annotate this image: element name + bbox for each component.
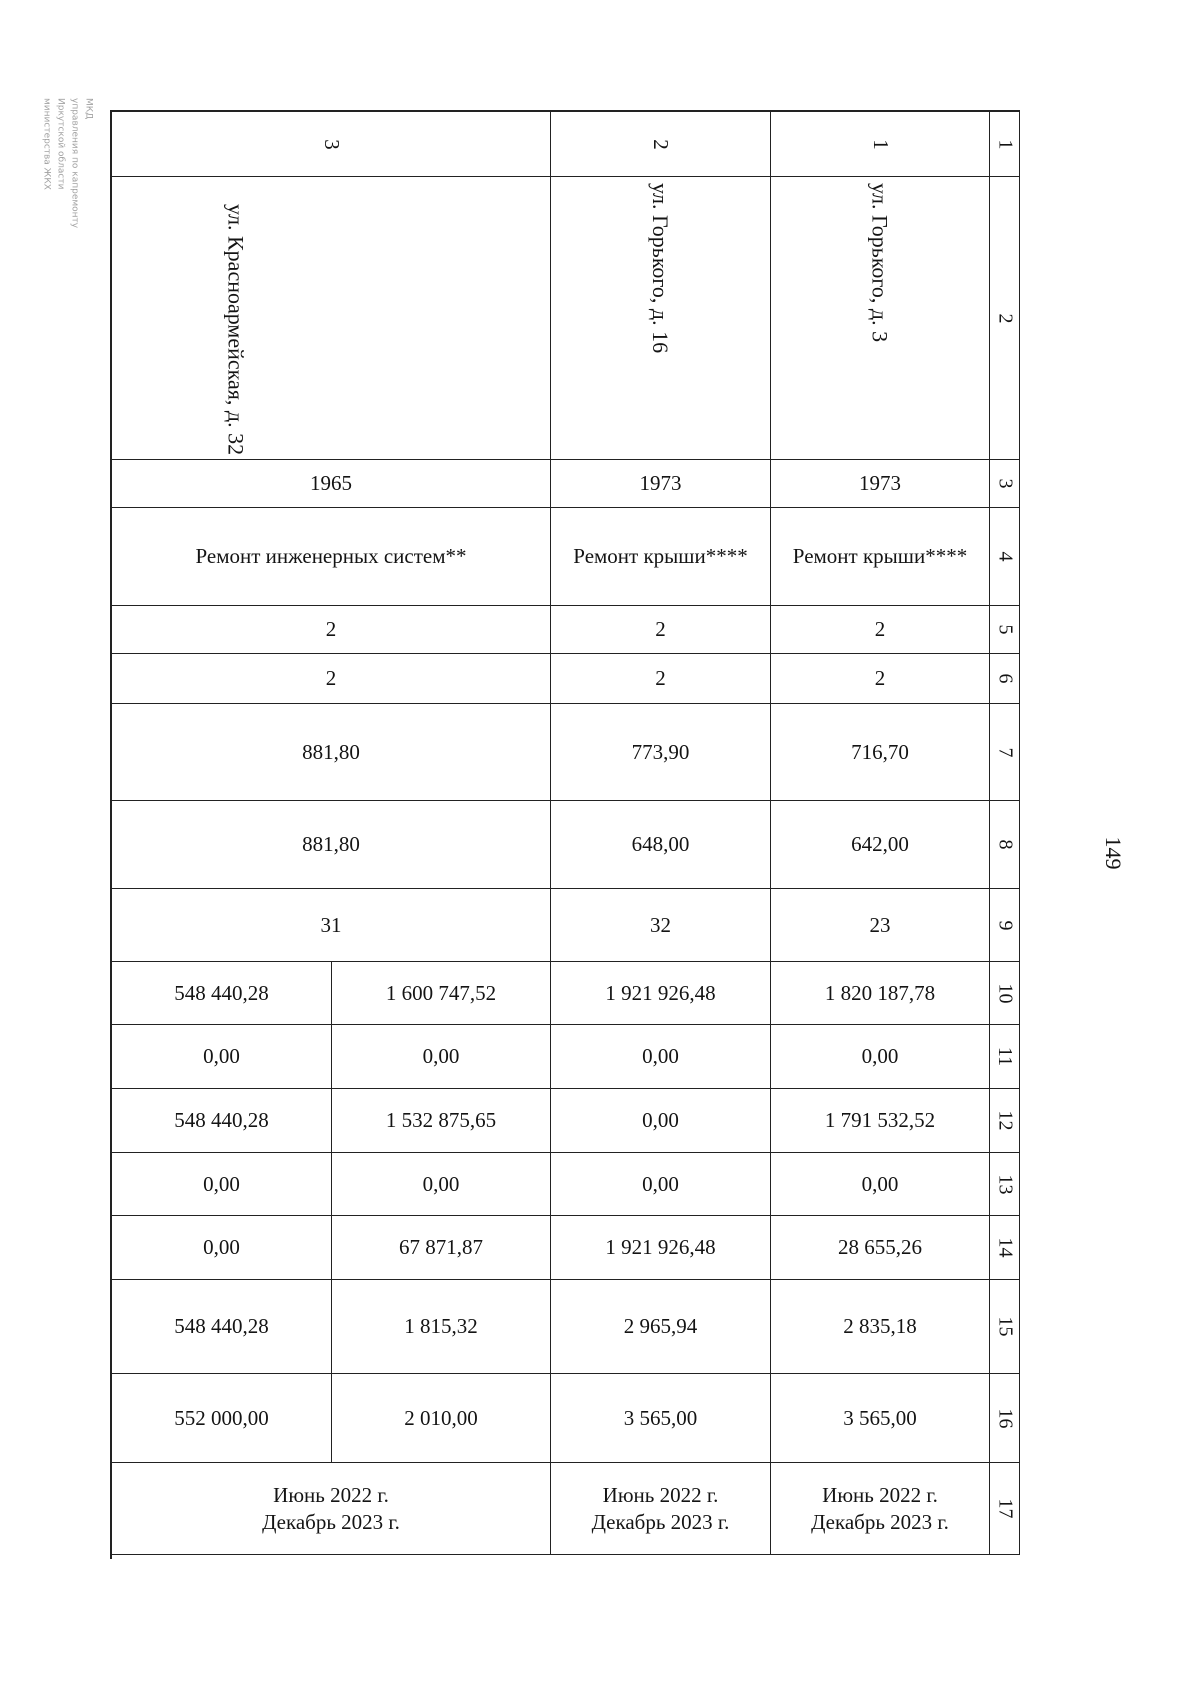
cell-c9-1: 23 [771,889,990,962]
cell-c12-2: 0,00 [551,1089,771,1153]
cell-year-3: 1965 [112,460,551,508]
cell-c10-1: 1 820 187,78 [771,962,990,1025]
cell-c8-1: 642,00 [771,801,990,889]
col-index-11: 11 [990,1025,1020,1089]
cell-c7-3: 881,80 [112,704,551,801]
col-index-17: 17 [990,1463,1020,1555]
cell-address-3: ул. Красноармейская, д. 32 [112,177,551,460]
col-index-12: 12 [990,1089,1020,1153]
cell-c8-2: 648,00 [551,801,771,889]
stamp-line: министерства ЖКХ [41,98,52,190]
cell-c9-2: 32 [551,889,771,962]
cell-work-3: Ремонт инженерных систем** [112,508,551,606]
cell-num-1: 1 [771,112,990,177]
cell-c15-2: 2 965,94 [551,1280,771,1374]
col-index-5: 5 [990,606,1020,654]
cell-c10-3a: 1 600 747,52 [332,962,551,1025]
cell-c14-3a: 67 871,87 [332,1216,551,1280]
cell-c7-1: 716,70 [771,704,990,801]
col-index-9: 9 [990,889,1020,962]
cell-year-2: 1973 [551,460,771,508]
cell-c10-3b: 548 440,28 [112,962,332,1025]
cell-c13-3a: 0,00 [332,1153,551,1216]
cell-c16-3a: 2 010,00 [332,1374,551,1463]
cell-c5-1: 2 [771,606,990,654]
stamp-line: управления по капремонту [69,98,80,229]
col-index-7: 7 [990,704,1020,801]
cell-c11-1: 0,00 [771,1025,990,1089]
cell-address-2: ул. Горького, д. 16 [551,177,771,460]
cell-c10-2: 1 921 926,48 [551,962,771,1025]
cell-c9-3: 31 [112,889,551,962]
cell-period-1 [771,1463,990,1555]
repair-table [110,110,1020,1559]
cell-c13-3b: 0,00 [112,1153,332,1216]
cell-c5-2: 2 [551,606,771,654]
cell-c13-1: 0,00 [771,1153,990,1216]
cell-c13-2: 0,00 [551,1153,771,1216]
cell-c16-3b: 552 000,00 [112,1374,332,1463]
col-index-10: 10 [990,962,1020,1025]
cell-c16-2: 3 565,00 [551,1374,771,1463]
cell-c11-3b: 0,00 [112,1025,332,1089]
stamp-line: Иркутской области [55,98,66,190]
cell-work-2: Ремонт крыши**** [551,508,771,606]
page-number: 149 [1101,836,1126,870]
cell-c12-3b: 548 440,28 [112,1089,332,1153]
cell-c8-3: 881,80 [112,801,551,889]
cell-c11-2: 0,00 [551,1025,771,1089]
cell-c14-2: 1 921 926,48 [551,1216,771,1280]
cell-address-1: ул. Горького, д. 3 [771,177,990,460]
cell-period-3 [112,1463,551,1555]
col-index-15: 15 [990,1280,1020,1374]
cell-c11-3a: 0,00 [332,1025,551,1089]
registration-stamp [38,98,96,308]
cell-c6-2: 2 [551,654,771,704]
cell-c7-2: 773,90 [551,704,771,801]
cell-num-2: 2 [551,112,771,177]
cell-work-1: Ремонт крыши**** [771,508,990,606]
cell-c15-3b: 548 440,28 [112,1280,332,1374]
period-end: Декабрь 2023 г. [262,1509,400,1534]
col-index-14: 14 [990,1216,1020,1280]
col-index-3: 3 [990,460,1020,508]
col-index-8: 8 [990,801,1020,889]
cell-num-3: 3 [112,112,551,177]
period-start: Июнь 2022 г. [273,1482,389,1507]
cell-c15-1: 2 835,18 [771,1280,990,1374]
stamp-line: МКД [83,98,94,120]
col-index-2: 2 [990,177,1020,460]
period-start: Июнь 2022 г. [822,1482,938,1507]
period-end: Декабрь 2023 г. [811,1509,949,1534]
cell-c16-1: 3 565,00 [771,1374,990,1463]
cell-c15-3a: 1 815,32 [332,1280,551,1374]
col-index-16: 16 [990,1374,1020,1463]
col-index-1: 1 [990,112,1020,177]
cell-c6-3: 2 [112,654,551,704]
period-start: Июнь 2022 г. [602,1482,719,1507]
col-index-6: 6 [990,654,1020,704]
cell-year-1: 1973 [771,460,990,508]
cell-c14-1: 28 655,26 [771,1216,990,1280]
col-index-4: 4 [990,508,1020,606]
cell-c12-1: 1 791 532,52 [771,1089,990,1153]
cell-period-2 [551,1463,771,1555]
cell-c14-3b: 0,00 [112,1216,332,1280]
period-end: Декабрь 2023 г. [591,1509,730,1534]
cell-c5-3: 2 [112,606,551,654]
col-index-13: 13 [990,1153,1020,1216]
cell-c12-3a: 1 532 875,65 [332,1089,551,1153]
cell-c6-1: 2 [771,654,990,704]
